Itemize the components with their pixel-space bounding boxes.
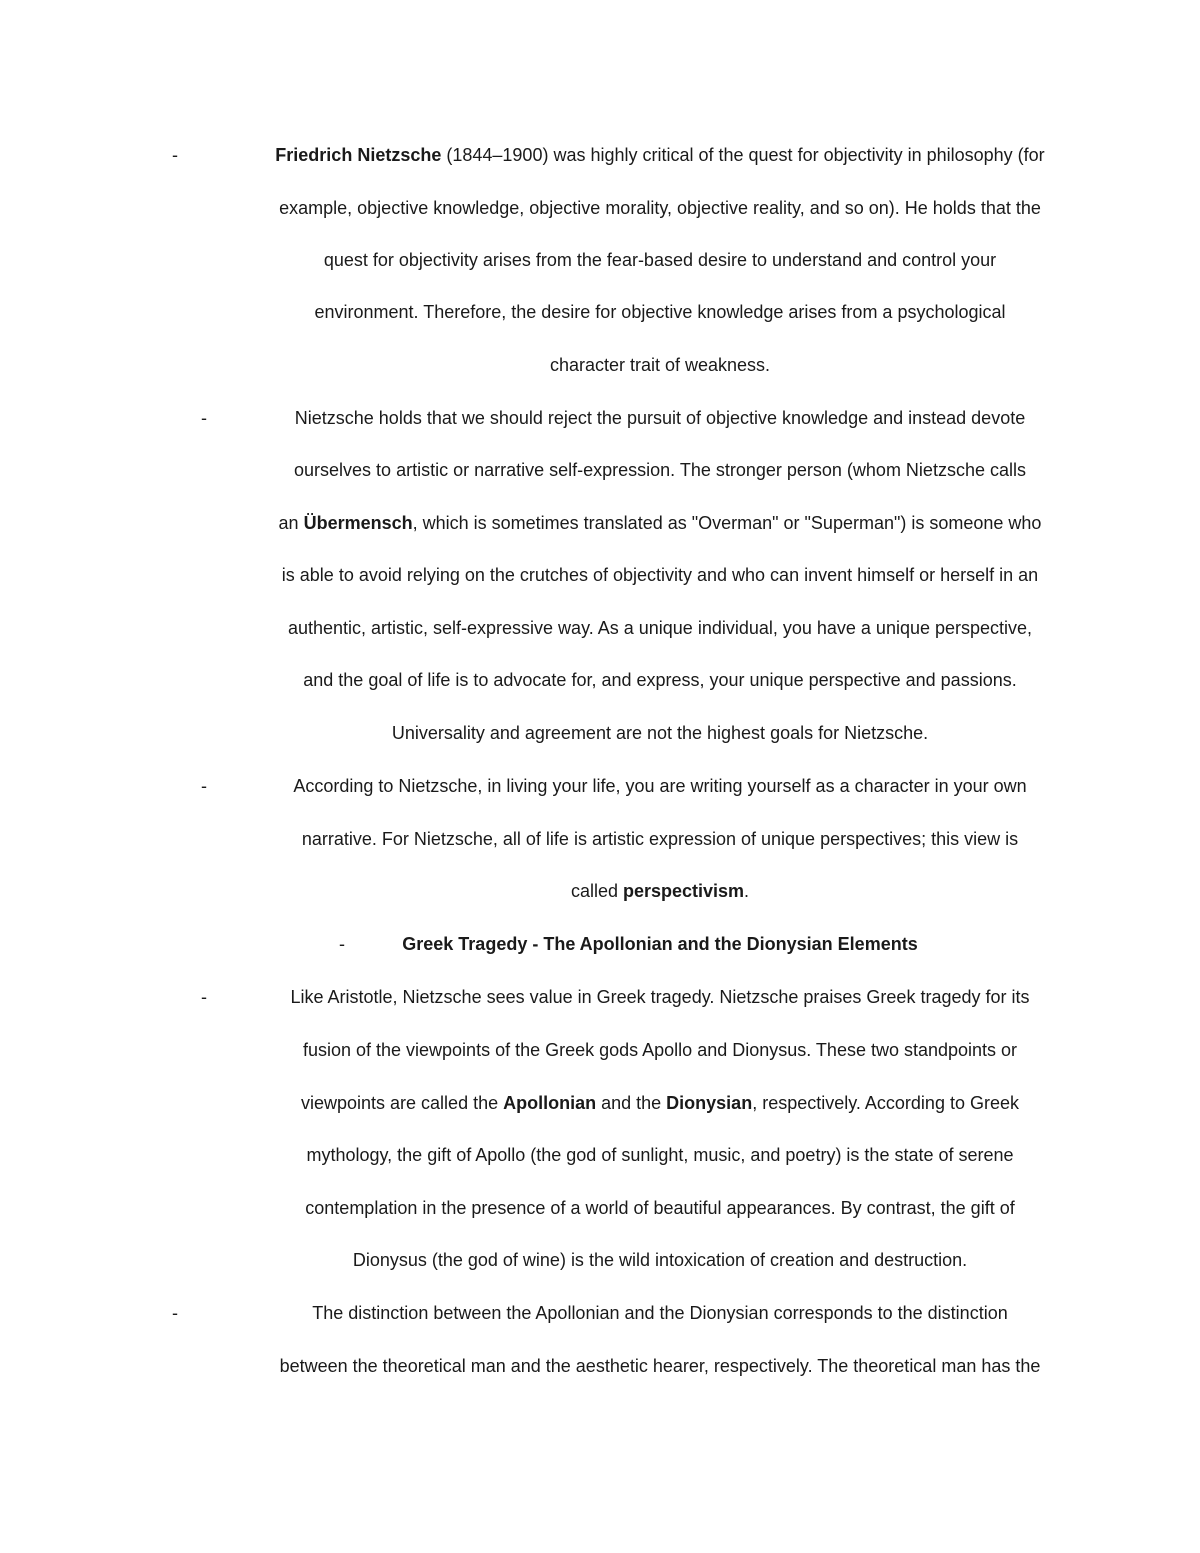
paragraph-line <box>160 196 1160 220</box>
bold-term: Apollonian <box>503 1093 597 1113</box>
paragraph-line <box>160 511 1160 535</box>
text-run: environment. Therefore, the desire for objective knowledge arises from a psychological <box>314 302 1006 322</box>
paragraph-line <box>160 353 1160 377</box>
paragraph-line <box>160 721 1160 745</box>
text-run: According to Nietzsche, in living your life, you are writing yourself as a character in your own <box>293 776 1027 796</box>
text-run: , which is sometimes translated as "Overman" or "Superman") is someone who <box>412 513 1042 533</box>
bullet-marker: - <box>201 408 207 428</box>
text-run: an <box>278 513 304 533</box>
paragraph-line <box>160 1301 1160 1325</box>
text-run: between the theoretical man and the aesthetic hearer, respectively. The theoretical man has the <box>279 1356 1041 1376</box>
text-run: contemplation in the presence of a world of beautiful appearances. By contrast, the gift of <box>305 1198 1015 1218</box>
text-run: ourselves to artistic or narrative self-expression. The stronger person (whom Nietzsche calls <box>294 460 1026 480</box>
text-run: viewpoints are called the <box>300 1093 504 1113</box>
bold-term: Friedrich Nietzsche <box>275 145 442 165</box>
text-run: mythology, the gift of Apollo (the god of sunlight, music, and poetry) is the state of serene <box>306 1145 1014 1165</box>
paragraph-line <box>160 563 1160 587</box>
bold-term: Übermensch <box>303 513 413 533</box>
text-run: The distinction between the Apollonian and the Dionysian corresponds to the distinction <box>312 1303 1008 1323</box>
bullet-marker: - <box>201 987 207 1007</box>
bullet-marker: - <box>172 1303 178 1323</box>
section-heading <box>160 932 1160 956</box>
text-run: Dionysus (the god of wine) is the wild intoxication of creation and destruction. <box>352 1250 968 1270</box>
text-run: quest for objectivity arises from the fear-based desire to understand and control your <box>323 250 997 270</box>
paragraph-line <box>160 1354 1160 1378</box>
text-run: and the goal of life is to advocate for, and express, your unique perspective and passions. <box>303 670 1017 690</box>
bullet-marker: - <box>172 145 178 165</box>
text-run: narrative. For Nietzsche, all of life is artistic expression of unique perspectives; this view is <box>301 829 1019 849</box>
text-run: and the <box>596 1093 667 1113</box>
text-run: authentic, artistic, self-expressive way. As a unique individual, you have a unique perspective, <box>287 618 1033 638</box>
paragraph-line <box>160 879 1160 903</box>
text-run: called <box>570 881 623 901</box>
paragraph-line <box>160 774 1160 798</box>
text-run: . <box>744 881 750 901</box>
paragraph-line <box>160 1091 1160 1115</box>
paragraph-line <box>160 616 1160 640</box>
paragraph-line <box>160 143 1160 167</box>
text-run: Universality and agreement are not the highest goals for Nietzsche. <box>391 723 929 743</box>
paragraph-line <box>160 1248 1160 1272</box>
bold-term: Dionysian <box>666 1093 753 1113</box>
paragraph-line <box>160 300 1160 324</box>
bullet-marker: - <box>201 776 207 796</box>
paragraph-line <box>160 248 1160 272</box>
text-run: (1844–1900) was highly critical of the quest for objectivity in philosophy (for <box>441 145 1045 165</box>
text-run: example, objective knowledge, objective morality, objective reality, and so on). He holds that the <box>279 198 1041 218</box>
paragraph-line <box>160 668 1160 692</box>
text-run: fusion of the viewpoints of the Greek gods Apollo and Dionysus. These two standpoints or <box>302 1040 1018 1060</box>
paragraph-line <box>160 1038 1160 1062</box>
paragraph-line <box>160 1196 1160 1220</box>
bullet-marker: - <box>339 934 345 954</box>
bold-term: Greek Tragedy - The Apollonian and the Dionysian Elements <box>402 934 918 954</box>
text-run: , respectively. According to Greek <box>752 1093 1019 1113</box>
text-run: character trait of weakness. <box>549 355 771 375</box>
paragraph-line <box>160 458 1160 482</box>
bold-term: perspectivism <box>622 881 745 901</box>
paragraph-line <box>160 985 1160 1009</box>
text-run: is able to avoid relying on the crutches of objectivity and who can invent himself or herself in an <box>281 565 1039 585</box>
paragraph-line <box>160 827 1160 851</box>
paragraph-line <box>160 406 1160 430</box>
text-run: Like Aristotle, Nietzsche sees value in Greek tragedy. Nietzsche praises Greek tragedy for its <box>290 987 1030 1007</box>
paragraph-line <box>160 1143 1160 1167</box>
text-run: Nietzsche holds that we should reject the pursuit of objective knowledge and instead devote <box>294 408 1026 428</box>
